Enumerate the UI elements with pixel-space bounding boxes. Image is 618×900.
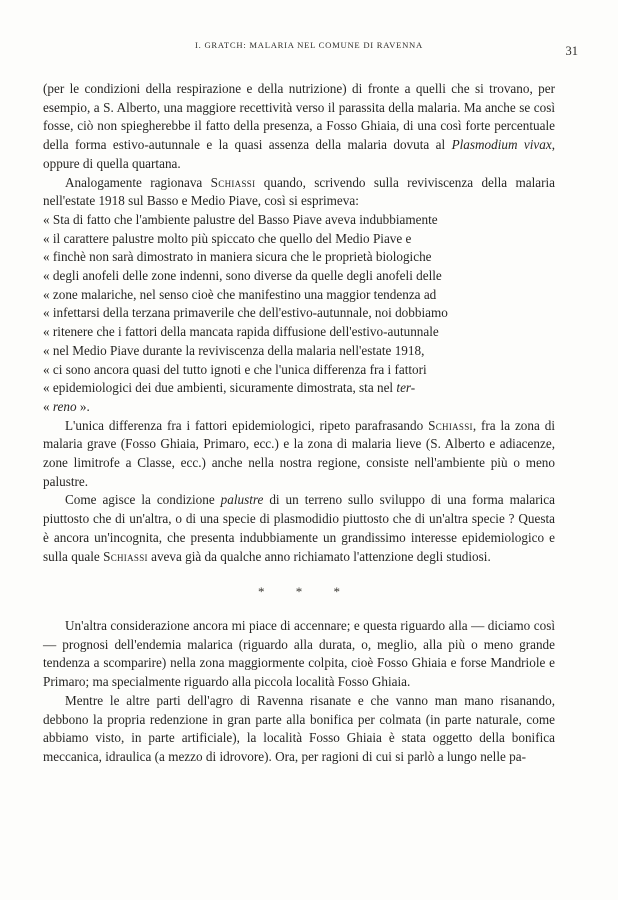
author-name-schiassi-2: Schiassi: [428, 417, 473, 433]
page-content-area: [38, 40, 580, 860]
quote-line: « zone malariche, nel senso cioè che manifestino una maggior tendenza ad: [43, 286, 437, 302]
quote-line-italic-tail-2: « reno ».: [43, 398, 90, 414]
quote-line: « nel Medio Piave durante la reviviscenza della malaria nell'estate 1918,: [43, 342, 425, 358]
quote-line: « infettarsi della terzana primaverile che dell'estivo-autunnale, noi dobbiamo: [43, 305, 448, 321]
italic-word-terreno-part2: reno: [52, 398, 77, 414]
paragraph-4: Come agisce la condizione palustre di un terreno sullo sviluppo di una forma malarica piuttosto che di un'altra, o di una specie di plasmodidio piuttosto che di un'altra specie ? Questa è ancora un'incognita, che presenta indubbiamente un grandissimo interesse epidemiologico e sulla quale Schiassi aveva già da qualche anno richiamato l'attenzione degli studiosi.: [43, 492, 555, 564]
block-quotation: [43, 211, 555, 417]
quote-line: « ritenere che i fattori della mancata rapida diffusione dell'estivo-autunnale: [43, 324, 439, 340]
quote-line: « finchè non sarà dimostrato in maniera sicura che le proprietà biologiche: [43, 249, 432, 265]
quote-line-italic-tail: « epidemiologici dei due ambienti, sicuramente dimostrata, sta nel ter-: [43, 380, 416, 396]
italic-word-palustre: palustre: [220, 492, 264, 508]
paragraph-6: Mentre le altre parti dell'agro di Ravenna risanate e che vanno man mano risanando, debbono la propria redenzione in gran parte alla bonifica per colmata (in parte naturale, come abbiamo visto, in parte artificiale), la località Fosso Ghiaia è stata oggetto della bonifica meccanica, idraulica (a mezzo di idrovore). Ora, per ragioni di cui si parlò a lungo nelle pa-: [43, 692, 555, 764]
author-name-schiassi-3: Schiassi: [103, 548, 148, 564]
page-number: 31: [565, 44, 578, 58]
italic-word-terreno-part1: ter-: [396, 380, 416, 396]
paragraph-1: (per le condizioni della respirazione e della nutrizione) di fronte a quelli che si trovano, per esempio, a S. Alberto, una maggiore recettività verso il parassita della malaria. Ma anche se così fosse, ciò non spiegherebbe il fatto della presenza, a Fosso Ghiaia, di una così forte percentuale della forma estivo-autunnale e la quasi assenza della malaria dovuta al Plasmodium vivax, oppure di quella quartana.: [43, 81, 555, 171]
author-name-schiassi: Schiassi: [210, 174, 256, 190]
paragraph-2: Analogamente ragionava Schiassi quando, scrivendo sulla reviviscenza della malaria nell'estate 1918 sul Basso e Medio Piave, così si esprimeva:: [43, 174, 555, 209]
paragraph-3: L'unica differenza fra i fattori epidemiologici, ripeto parafrasando Schiassi, fra la zona di malaria grave (Fosso Ghiaia, Primaro, ecc.) e la zona di malaria lieve (S. Alberto e adiacenze, zone limitrofe a Classe, ecc.) anche nella nostra regione, consiste nell'ambiente più o meno palustre.: [43, 417, 555, 489]
running-head: [38, 40, 580, 58]
paragraph-5: Un'altra considerazione ancora mi piace di accennare; e questa riguardo alla — diciamo così — prognosi dell'endemia malarica (riguardo alla durata, o, meglio, alla più o meno grande tendenza a scomparire) nella zona maggiormente colpita, cioè Fosso Ghiaia e forse Mandriole e Primaro; ma specialmente riguardo alla piccola località Fosso Ghiaia.: [43, 617, 555, 690]
quote-line: « ci sono ancora quasi del tutto ignoti e che l'unica differenza fra i fattori: [43, 361, 427, 377]
quote-line: « Sta di fatto che l'ambiente palustre del Basso Piave aveva indubbiamente: [43, 211, 438, 227]
quote-line: « il carattere palustre molto più spiccato che quello del Medio Piave e: [43, 230, 412, 246]
running-head-title: I. GRATCH: MALARIA NEL COMUNE DI RAVENNA: [195, 40, 423, 50]
species-name-plasmodium-vivax: Plasmodium vivax: [451, 137, 552, 153]
body-text-column: [43, 80, 555, 767]
quote-line: « degli anofeli delle zone indenni, sono diverse da quelle degli anofeli delle: [43, 268, 442, 284]
section-separator: * * *: [258, 584, 354, 600]
